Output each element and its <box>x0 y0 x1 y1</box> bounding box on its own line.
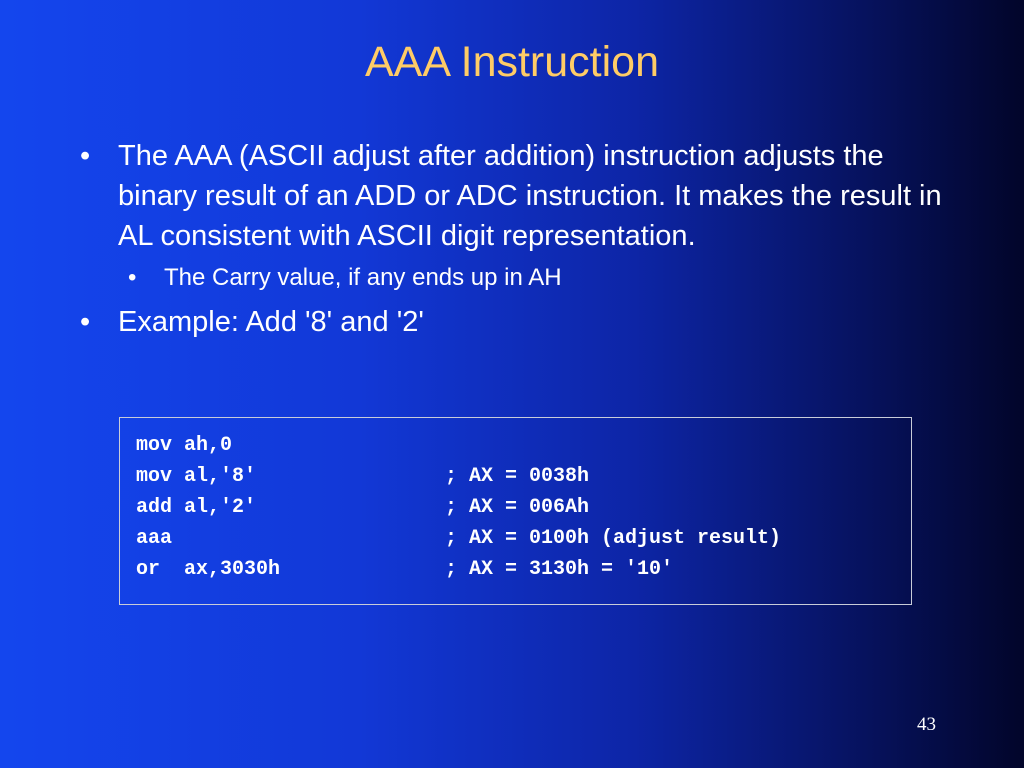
bullet-text: Example: Add '8' and '2' <box>118 306 424 338</box>
page-number: 43 <box>917 714 936 735</box>
code-comment: ; AX = 0100h (adjust result) <box>445 527 782 550</box>
sub-bullet-marker: • <box>128 264 137 291</box>
bullet-marker: • <box>80 140 91 172</box>
code-comment: ; AX = 3130h = '10' <box>445 558 674 581</box>
bullet-list <box>80 136 960 346</box>
sub-bullet-item-carry <box>118 262 960 294</box>
code-line <box>136 523 911 554</box>
code-line <box>136 461 911 492</box>
sub-bullet-text: The Carry value, if any ends up in AH <box>164 264 562 291</box>
code-instruction: mov al,'8' <box>136 465 257 488</box>
code-comment: ; AX = 006Ah <box>445 496 590 519</box>
code-line <box>136 492 911 523</box>
bullet-text: The AAA (ASCII adjust after addition) instruction adjusts the binary result of an ADD or ADC instruction. It makes the result in AL consistent with ASCII digit representation. <box>118 140 942 252</box>
code-line <box>136 554 911 585</box>
code-line <box>136 430 911 461</box>
slide-title: AAA Instruction <box>365 38 659 86</box>
code-comment: ; AX = 0038h <box>445 465 590 488</box>
code-block <box>119 417 912 605</box>
code-instruction: or ax,3030h <box>136 558 281 581</box>
bullet-marker: • <box>80 306 91 338</box>
bullet-item-example <box>80 302 960 342</box>
bullet-item-aaa-description <box>80 136 960 294</box>
code-instruction: mov ah,0 <box>136 434 233 457</box>
code-instruction: aaa <box>136 527 173 550</box>
sub-bullet-list <box>118 262 960 294</box>
code-instruction: add al,'2' <box>136 496 257 519</box>
